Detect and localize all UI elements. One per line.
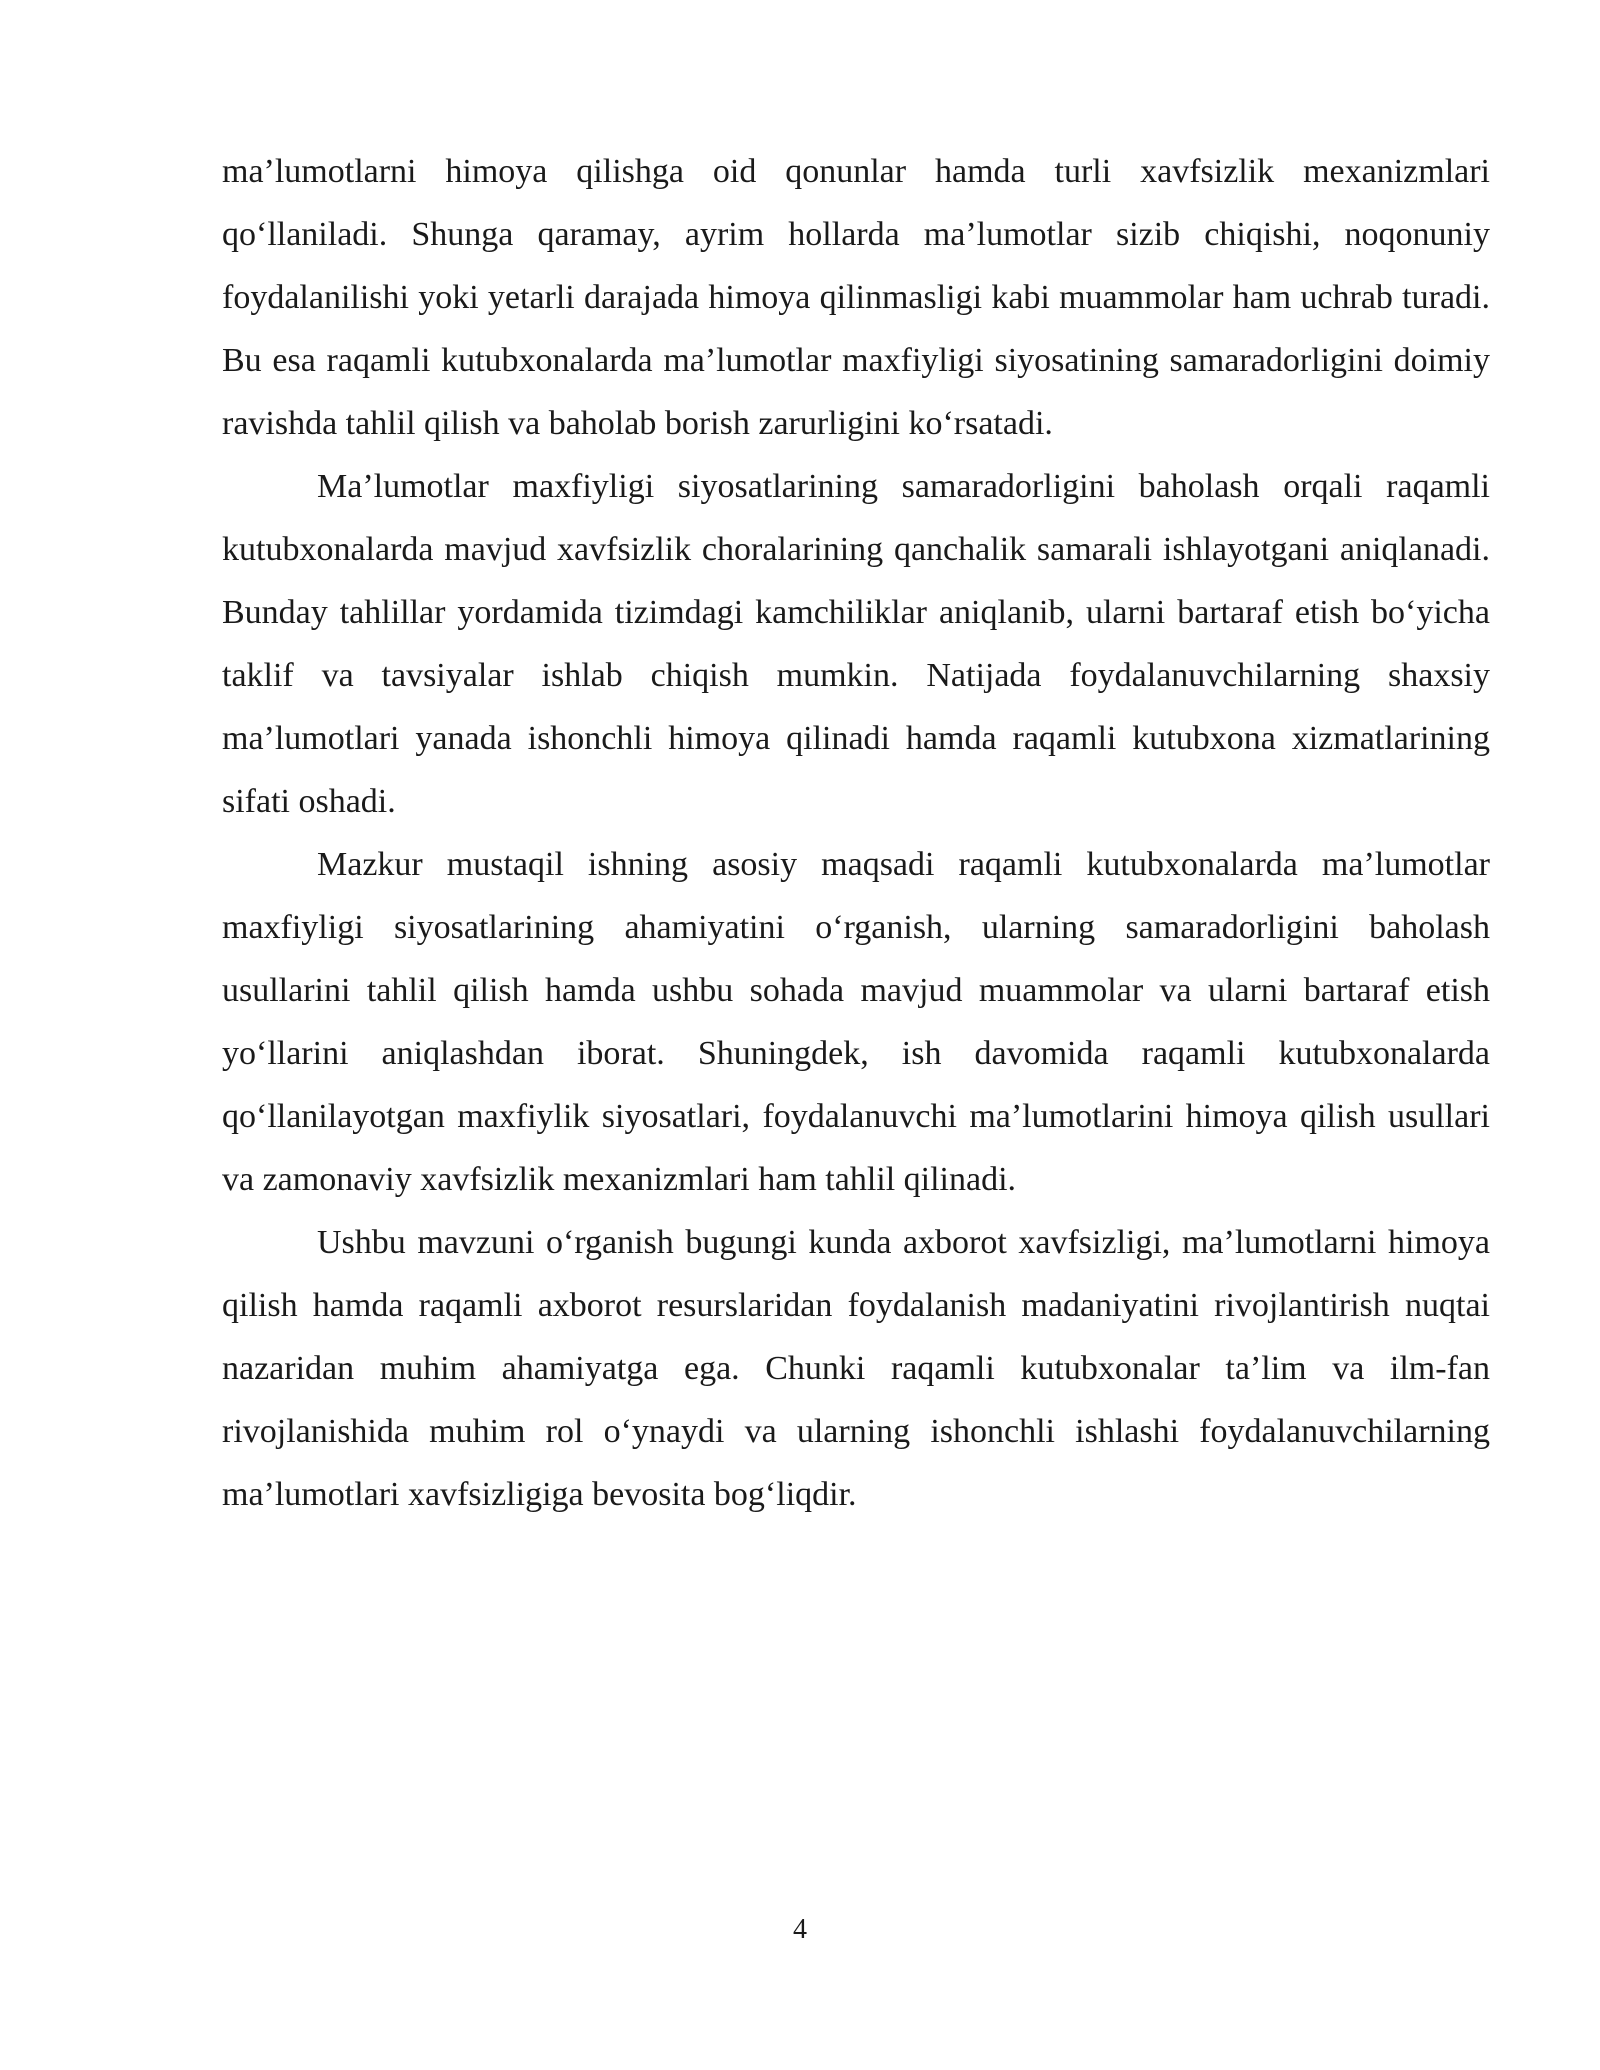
- paragraph-goal: Mazkur mustaqil ishning asosiy maqsadi raqamli kutubxonalarda ma’lumotlar maxfiyligi siyosatlarining ahamiyatini o‘rganish, ularning samaradorligini baholash usullarini tahlil qilish hamda ushbu sohada mavjud muammolar va ularni bartaraf etish yo‘llarini aniqlashdan iborat. Shuningdek, ish davomida raqamli kutubxonalarda qo‘llanilayotgan maxfiylik siyosatlari, foydalanuvchi ma’lumotlarini himoya qilish usullari va zamonaviy xavfsizlik mexanizmlari ham tahlil qilinadi.: [222, 846, 1490, 1198]
- paragraph-evaluation: Ma’lumotlar maxfiyligi siyosatlarining samaradorligini baholash orqali raqamli kutubxonalarda mavjud xavfsizlik choralarining qanchalik samarali ishlayotgani aniqlanadi. Bunday tahlillar yordamida tizimdagi kamchiliklar aniqlanib, ularni bartaraf etish bo‘yicha taklif va tavsiyalar ishlab chiqish mumkin. Natijada foydalanuvchilarning shaxsiy ma’lumotlari yanada ishonchli himoya qilinadi hamda raqamli kutubxona xizmatlarining sifati oshadi.: [222, 468, 1490, 820]
- paragraph-continuation: ma’lumotlarni himoya qilishga oid qonunlar hamda turli xavfsizlik mexanizmlari qo‘llaniladi. Shunga qaramay, ayrim hollarda ma’lumotlar sizib chiqishi, noqonuniy foydalanilishi yoki yetarli darajada himoya qilinmasligi kabi muammolar ham uchrab turadi. Bu esa raqamli kutubxonalarda ma’lumotlar maxfiyligi siyosatining samaradorligini doimiy ravishda tahlil qilish va baholab borish zarurligini ko‘rsatadi.: [222, 153, 1490, 442]
- paragraph-relevance: Ushbu mavzuni o‘rganish bugungi kunda axborot xavfsizligi, ma’lumotlarni himoya qilish hamda raqamli axborot resurslaridan foydalanish madaniyatini rivojlantirish nuqtai nazaridan muhim ahamiyatga ega. Chunki raqamli kutubxonalar ta’lim va ilm-fan rivojlanishida muhim rol o‘ynaydi va ularning ishonchli ishlashi foydalanuvchilarning ma’lumotlari xavfsizligiga bevosita bog‘liqdir.: [222, 1224, 1490, 1513]
- page-number: 4: [793, 1914, 807, 1945]
- body-text: [222, 140, 1490, 1526]
